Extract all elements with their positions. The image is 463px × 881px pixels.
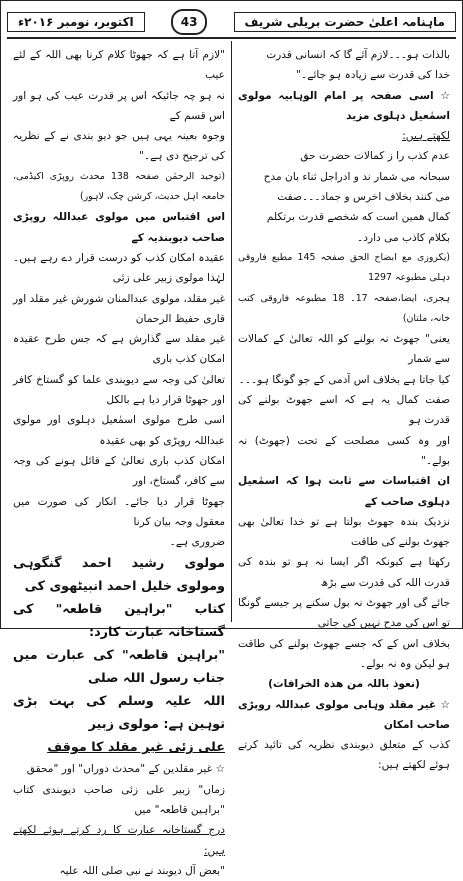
text-line: "لازم آتا ہے کہ جھوٹا کلام کرنا بھی اللہ کے لئے عیب bbox=[13, 49, 225, 82]
text-line: کمال همین است که شخصے قدرت برتکلم bbox=[266, 211, 450, 224]
text-line: زماں" زبیر علی زئی صاحب دیوبندی کتاب "براہین قاطعہ" میں bbox=[13, 783, 225, 817]
text-line: نہ ہو چہ جائیکہ اس پر قدرت عیب کی ہو اور اس قسم کے bbox=[13, 89, 225, 122]
text-line: اسی طرح مولوی اسمٰعیل دہلوی اور مولوی عبداللہ روپڑی کو بھی عقیدہ bbox=[13, 414, 225, 447]
text-line: کذب کے متعلق دیوبندی نظریہ کی تائید کرتے ہوئے لکھتے ہیں: bbox=[238, 739, 450, 772]
text-line: کیا جاتا ہے بخلاف اس آدمی کے جو گونگا ہو۔۔۔ bbox=[238, 373, 450, 386]
text-line: "براہین قاطعہ" کی عبارت میں جناب رسول اللہ صلی bbox=[13, 648, 225, 687]
text-line: غیر مقلد سے گذارش ہے کہ جس طرح عقیدہ امکان کذب باری bbox=[13, 333, 225, 366]
text-line: رکھتا ہے کیونکہ اگر ایسا نہ ہو تو بندہ کی قدرت اللہ کی قدرت سے بڑھ bbox=[238, 556, 450, 589]
text-line: درج گستاخانہ عبارت کا رد کرتے ہوئے لکھتے ہیں: bbox=[13, 824, 225, 857]
text-line: (یکروزی مع ابضاح الحق صفحہ 145 مطبع فاروقی دہلی مطبوعہ 1297 bbox=[238, 251, 450, 284]
text-line: کتاب "براہین قاطعہ" کی گستاخانہ عبارت کارد: bbox=[13, 602, 225, 641]
text-line: مولوی رشید احمد گنگوہی ومولوی خلیل احمد انبیٹھوی کی bbox=[13, 556, 225, 595]
text-line: (نعوذ باللہ من ھذہ الخرافات) bbox=[268, 678, 420, 691]
text-line: علی زئی غیر مقلد کا موقف bbox=[47, 740, 225, 756]
text-line: جھوٹا قرار دیا جائے۔ انکار کی صورت میں معقول وجہ بیان کرنا bbox=[13, 495, 225, 528]
text-line: ☆ غیر مقلدین کے "محدث دوراں" اور "محقق bbox=[26, 763, 225, 776]
text-line: ☆ اسی صفحہ پر امام الوہابیہ مولوی اسمٰعیل دہلوی مزید bbox=[238, 89, 450, 122]
text-line: "بعض آل دیوبند نے نبی صلی اللہ علیہ bbox=[59, 864, 225, 877]
header-date: اکتوبر، نومبر ۲۰۱۶ء bbox=[7, 12, 145, 32]
text-line: (توحید الرحمٰن صفحہ 138 محدث روپڑی اکیڈمی، جامعہ اہل حدیث، کرشن چک، لاہور) bbox=[13, 170, 225, 203]
text-line: ان اقتباسات سے ثابت ہوا کہ اسمٰعیل دہلوی صاحب کے bbox=[238, 475, 450, 508]
text-line: عدم کذب را ز کمالات حضرت حق bbox=[300, 150, 450, 163]
text-line: عقیدہ امکان کذب کو درست قرار دے رہے ہیں۔ لہٰذا مولوی زبیر علی زئی bbox=[13, 251, 225, 285]
page-header bbox=[7, 7, 456, 39]
text-line: اللہ علیہ وسلم کی بہت بڑی توہین ہے: مولوی زبیر bbox=[13, 694, 225, 733]
text-line: ہجری، ایضا،صفحہ 17۔ 18 مطبوعہ فاروقی کتب خانہ، ملتان) bbox=[238, 292, 450, 324]
text-line: می کنند بخلاف اخرس و جماد۔۔۔صفت bbox=[277, 191, 450, 204]
page-number: 43 bbox=[171, 9, 207, 35]
text-line: غیر مقلد، مولوی عبدالمنان شورش غیر مقلد اور قاری حفیظ الرحمان bbox=[13, 292, 225, 325]
text-line: بخلاف اس کے کہ جسے جھوٹ بولنے کی طاقت ہو لیکن وہ نہ بولے۔ bbox=[238, 637, 450, 670]
text-line: ☆ غیر مقلد وہابی مولوی عبداللہ روپڑی صاحب امکان bbox=[238, 698, 450, 731]
text-line: لکھتے ہیں: bbox=[402, 130, 450, 143]
text-line: ضروری ہے۔ bbox=[169, 536, 225, 549]
text-line: یعنی" جھوٹ نہ بولنے کو اللہ تعالیٰ کے کمالات سے شمار bbox=[238, 333, 450, 366]
text-line: اور وہ کسی مصلحت کے تحت (جھوٹ) نہ بولے۔" bbox=[238, 434, 450, 467]
text-line: صفت کمال یہ ہے کہ اسے جھوٹ بولنے کی قدرت ہو bbox=[238, 394, 450, 427]
text-line: سبحانہ می شمار ند و ادراجل ثناء بان مدح bbox=[263, 170, 450, 183]
header-magazine-title: ماہنامہ اعلیٰ حضرت بریلی شریف bbox=[234, 12, 456, 32]
text-line: بکلام کاذب می دارد۔ bbox=[357, 231, 450, 244]
text-line: بالذات ہو۔۔۔لازم آئے گا کہ انسانی قدرت bbox=[266, 49, 450, 61]
right-column bbox=[232, 41, 456, 772]
text-line: جائے گی اور جھوٹ نہ بول سکنے پر جیسے گونگا تو اس کی مدح نہیں کی جاتی bbox=[238, 597, 450, 630]
text-line: امکان کذب باری تعالیٰ کے قائل ہونے کی وجہ سے کافر، گستاخ، اور bbox=[13, 454, 225, 488]
text-line: تعالیٰ کی وجہ سے دیوبندی علما کو گستاخ کافر اور جھوٹا قرار دیا ہے بالکل bbox=[13, 373, 225, 407]
text-line: اس اقتباس میں مولوی عبداللہ روپڑی صاحب دیوبندیہ کے bbox=[13, 211, 225, 244]
text-columns bbox=[7, 41, 456, 877]
text-line: خدا کی قدرت سے زیادہ ہو جائے۔" bbox=[296, 69, 450, 82]
text-line: نزدیک بندہ جھوٹ بولتا ہے تو خدا تعالیٰ بھی جھوٹ بولنے کی طاقت bbox=[238, 515, 450, 549]
left-column bbox=[7, 41, 231, 877]
text-line: وجوہ بعینہ یہی ہیں جو دیو بندی نے کے نظریہ کی ترجیح دی ہے۔" bbox=[13, 130, 225, 163]
